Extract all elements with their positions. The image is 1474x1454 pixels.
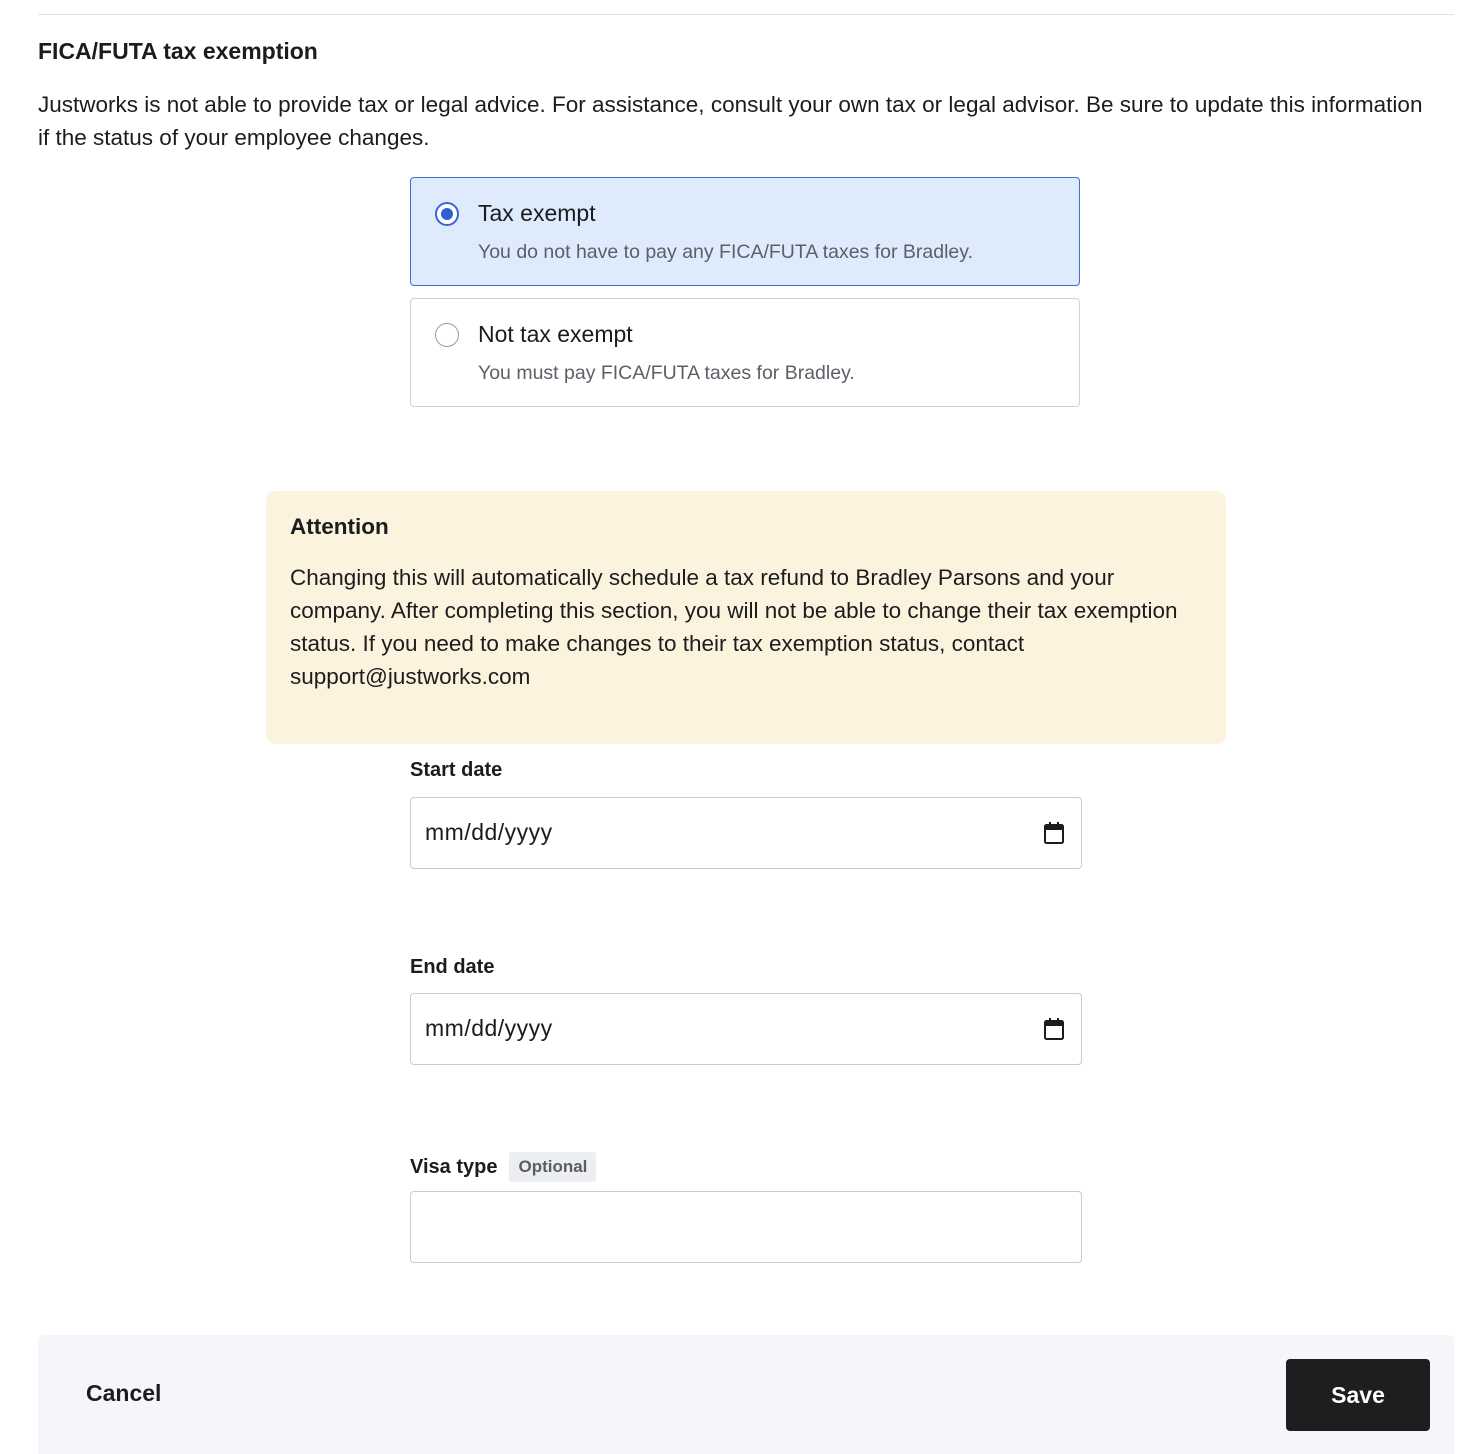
- radio-option-label: Not tax exempt: [478, 321, 633, 347]
- radio-button-selected[interactable]: [435, 202, 459, 226]
- section-title: FICA/FUTA tax exemption: [38, 38, 318, 64]
- top-divider: [38, 14, 1454, 15]
- visa-type-label-row: [410, 1152, 596, 1182]
- start-date-label: Start date: [410, 759, 503, 781]
- radio-button-unselected[interactable]: [435, 323, 459, 347]
- radio-option-sublabel: You do not have to pay any FICA/FUTA taxes for Bradley.: [478, 241, 973, 263]
- start-date-input[interactable]: [410, 797, 1082, 869]
- radio-option-sublabel: You must pay FICA/FUTA taxes for Bradley.: [478, 362, 855, 384]
- cancel-button[interactable]: Cancel: [86, 1380, 162, 1406]
- radio-option-not-tax-exempt[interactable]: [410, 298, 1080, 407]
- end-date-label: End date: [410, 956, 495, 978]
- form-footer: [38, 1335, 1454, 1454]
- attention-body: Changing this will automatically schedule a tax refund to Bradley Parsons and your company. After completing this section, you will not be able to change their tax exemption status. If you need to make changes to their tax exemption status, contact support@justworks.com: [290, 565, 1178, 689]
- optional-badge: Optional: [509, 1152, 596, 1182]
- calendar-icon[interactable]: [1044, 822, 1064, 844]
- radio-option-label: Tax exempt: [478, 200, 596, 226]
- end-date-input[interactable]: [410, 993, 1082, 1065]
- end-date-placeholder: mm/dd/yyyy: [425, 1015, 553, 1041]
- save-button[interactable]: Save: [1286, 1359, 1430, 1431]
- attention-title: Attention: [290, 514, 389, 539]
- calendar-icon[interactable]: [1044, 1018, 1064, 1040]
- section-description: Justworks is not able to provide tax or legal advice. For assistance, consult your own tax or legal advisor. Be sure to update this information if the status of your employee changes.: [38, 92, 1423, 150]
- visa-type-label: Visa type: [410, 1155, 498, 1178]
- visa-type-input[interactable]: [410, 1191, 1082, 1263]
- radio-option-tax-exempt[interactable]: [410, 177, 1080, 286]
- attention-notice: [266, 491, 1226, 744]
- start-date-placeholder: mm/dd/yyyy: [425, 819, 553, 845]
